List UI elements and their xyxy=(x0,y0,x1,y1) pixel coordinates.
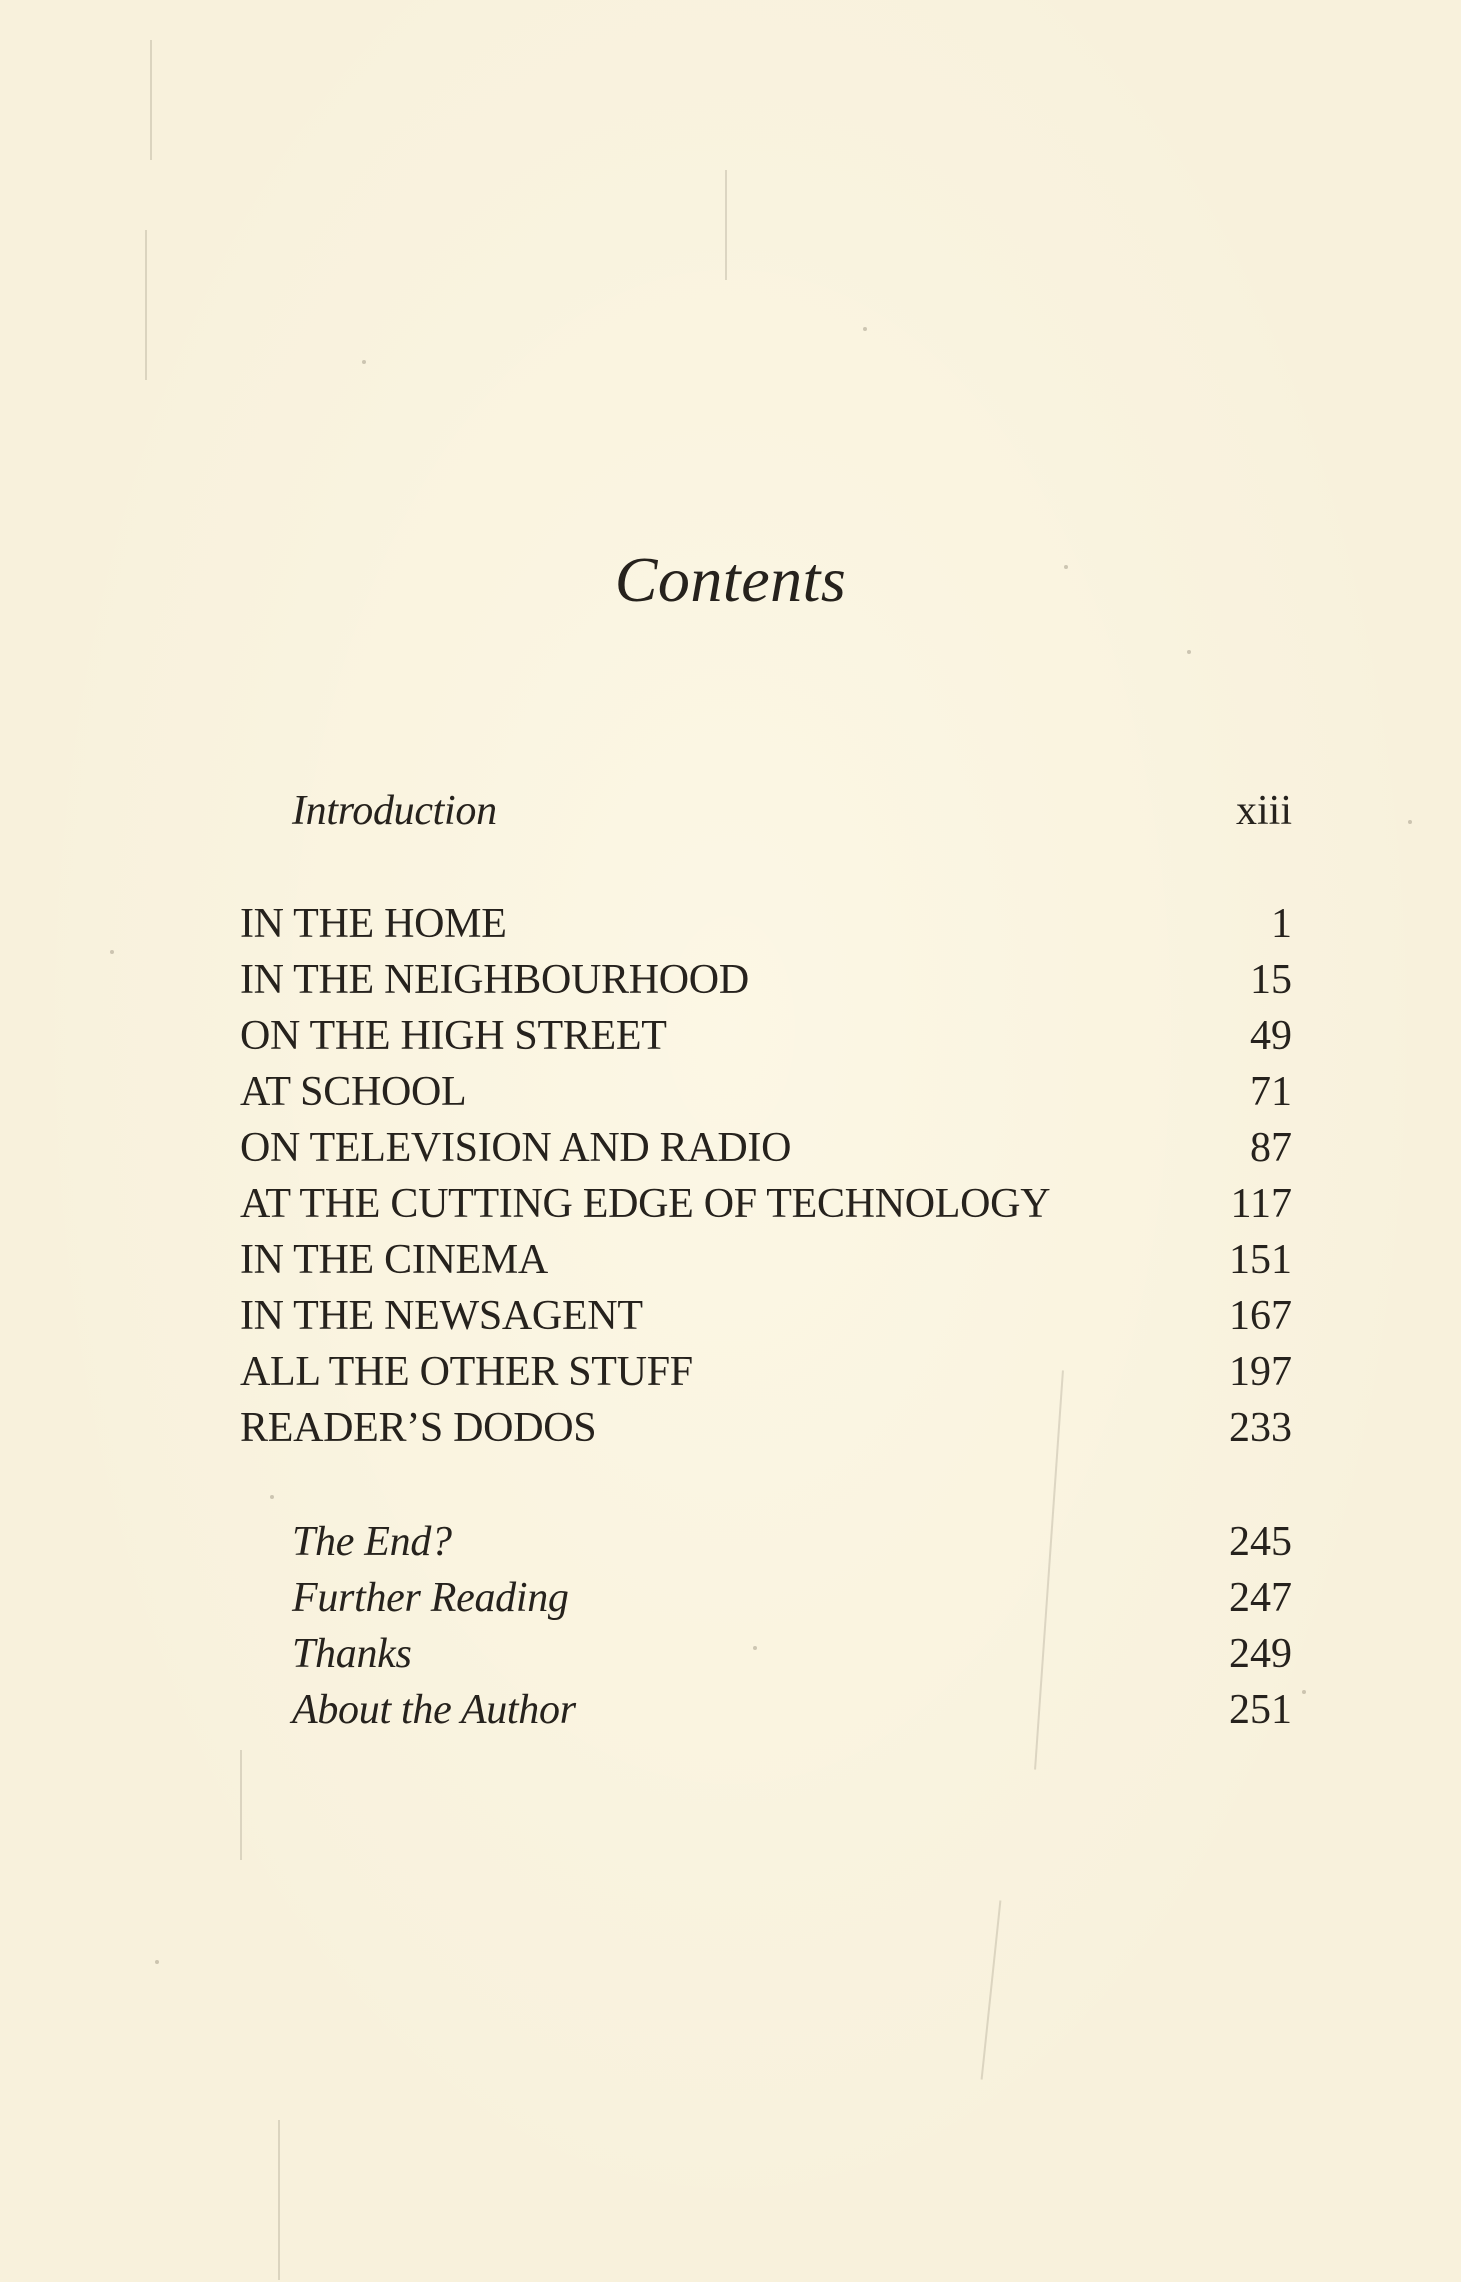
toc-entry-page: 71 xyxy=(1250,1069,1292,1115)
toc-entry-label: The End? xyxy=(292,1519,452,1565)
toc-entry-label: READER’S DODOS xyxy=(240,1405,597,1451)
toc-entry-label: IN THE HOME xyxy=(240,901,507,947)
toc-entry-page: 15 xyxy=(1250,957,1292,1003)
toc-entry-label: Thanks xyxy=(292,1631,412,1677)
paper-scratch xyxy=(145,230,147,380)
paper-scratch xyxy=(150,40,152,160)
toc-entry-chapter xyxy=(240,952,1292,1008)
toc-entry-chapter xyxy=(240,1008,1292,1064)
toc-entry-page: xiii xyxy=(1235,788,1292,834)
toc-entry-label: Introduction xyxy=(292,788,497,834)
toc-entry-back-matter xyxy=(240,1626,1292,1682)
paper-speck xyxy=(270,1495,274,1499)
toc-entry-chapter xyxy=(240,1232,1292,1288)
toc-entry-label: ON THE HIGH STREET xyxy=(240,1013,667,1059)
toc-entry-page: 167 xyxy=(1229,1293,1292,1339)
paper-scratch xyxy=(278,2120,280,2280)
paper-speck xyxy=(1187,650,1191,654)
toc-entry-page: 49 xyxy=(1250,1013,1292,1059)
toc-entry-chapter xyxy=(240,1176,1292,1232)
toc-entry-page: 249 xyxy=(1229,1631,1292,1677)
paper-scratch xyxy=(240,1750,242,1860)
paper-speck xyxy=(1302,1690,1306,1694)
toc-entry-page: 1 xyxy=(1271,901,1292,947)
toc-entry-label: About the Author xyxy=(292,1687,576,1733)
toc-entry-page: 151 xyxy=(1229,1237,1292,1283)
toc-entry-page: 117 xyxy=(1230,1181,1292,1227)
toc-entry-chapter xyxy=(240,896,1292,952)
toc-entry-label: IN THE CINEMA xyxy=(240,1237,548,1283)
toc-entry-label: ON TELEVISION AND RADIO xyxy=(240,1125,792,1171)
toc-entry-label: Further Reading xyxy=(292,1575,569,1621)
toc-entry-chapter xyxy=(240,1064,1292,1120)
toc-entry-page: 197 xyxy=(1229,1349,1292,1395)
toc-entry-back-matter xyxy=(240,1682,1292,1738)
paper-speck xyxy=(863,327,867,331)
toc-entry-chapter xyxy=(240,1400,1292,1456)
contents-heading: Contents xyxy=(614,544,847,615)
toc-entry-page: 245 xyxy=(1229,1519,1292,1565)
toc-entry-label: IN THE NEIGHBOURHOOD xyxy=(240,957,749,1003)
toc-entry-label: AT SCHOOL xyxy=(240,1069,467,1115)
toc-entry-chapter xyxy=(240,1288,1292,1344)
toc-entry-page: 247 xyxy=(1229,1575,1292,1621)
paper-scratch xyxy=(725,170,727,280)
paper-scratch xyxy=(981,1900,1002,2079)
toc-entry-page: 233 xyxy=(1229,1405,1292,1451)
toc-entry-chapter xyxy=(240,1344,1292,1400)
toc-entry-label: IN THE NEWSAGENT xyxy=(240,1293,643,1339)
toc-entry-page: 251 xyxy=(1229,1687,1292,1733)
toc-entry-introduction xyxy=(240,783,1292,839)
paper-speck xyxy=(110,950,114,954)
toc-entry-back-matter xyxy=(240,1570,1292,1626)
toc-entry-chapter xyxy=(240,1120,1292,1176)
toc-entry-page: 87 xyxy=(1250,1125,1292,1171)
paper-speck xyxy=(155,1960,159,1964)
toc-entry-label: ALL THE OTHER STUFF xyxy=(240,1349,693,1395)
toc-entry-back-matter xyxy=(240,1514,1292,1570)
paper-speck xyxy=(1408,820,1412,824)
paper-speck xyxy=(362,360,366,364)
toc-entry-label: AT THE CUTTING EDGE OF TECHNOLOGY xyxy=(240,1181,1051,1227)
